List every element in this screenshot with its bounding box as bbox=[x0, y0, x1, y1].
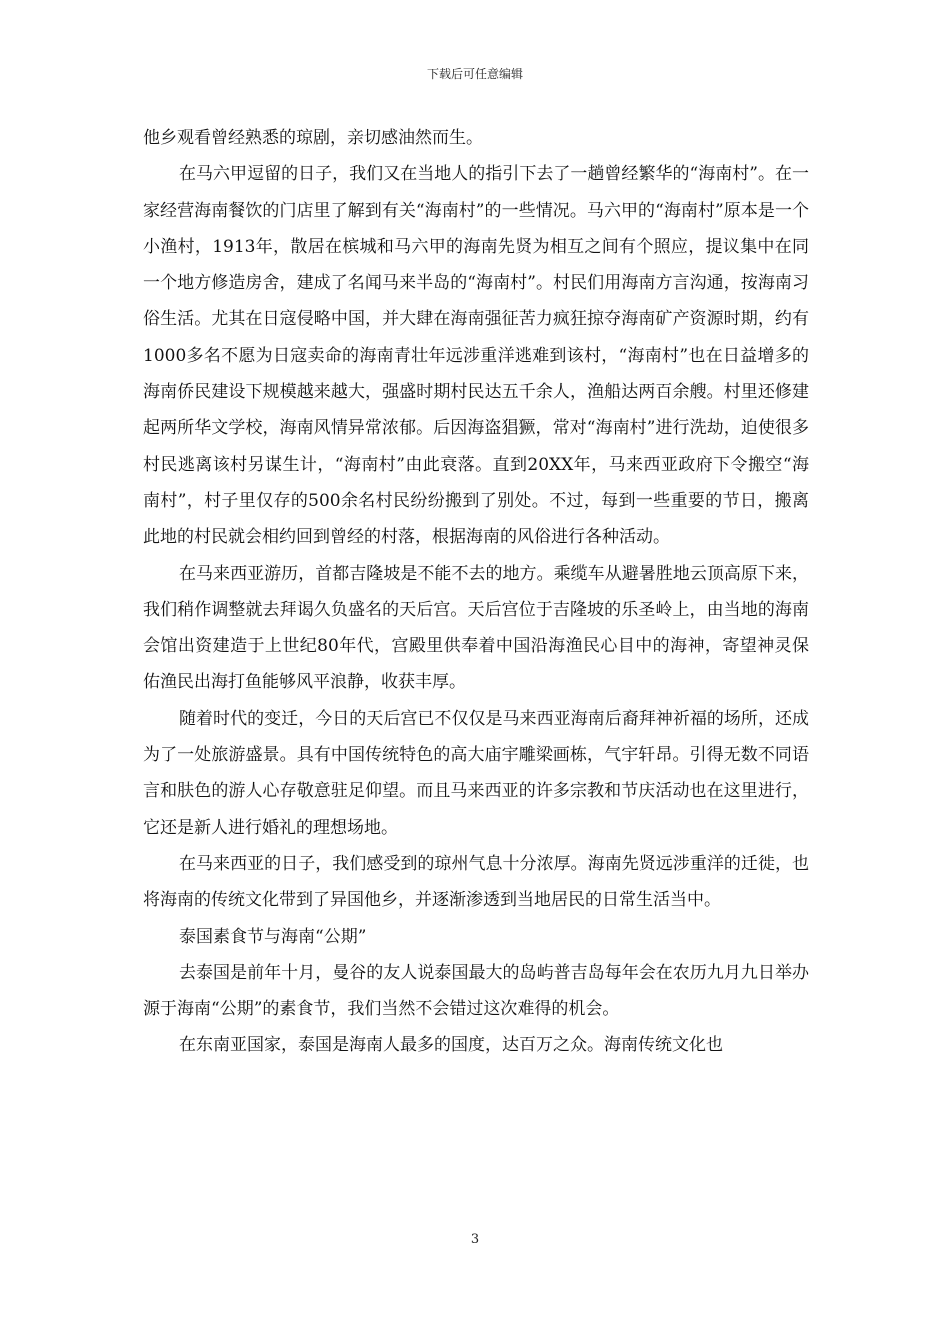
page-header: 下载后可任意编辑 bbox=[426, 67, 523, 81]
paragraph: 在马来西亚的日子，我们感受到的琼州气息十分浓厚。海南先贤远涉重洋的迁徙，也将海南的传统文化带到了异国他乡，并逐渐渗透到当地居民的日常生活当中。 bbox=[143, 853, 809, 911]
document-body bbox=[143, 120, 809, 1064]
paragraph: 在东南亚国家，泰国是海南人最多的国度，达百万之众。海南传统文化也 bbox=[179, 1035, 723, 1056]
paragraph: 在马来西亚游历，首都吉隆坡是不能不去的地方。乘缆车从避暑胜地云顶高原下来，我们稍作调整就去拜谒久负盛名的天后宫。天后宫位于吉隆坡的乐圣岭上，由当地的海南会馆出资建造于上世纪80年代，宫殿里供奉着中国沿海渔民心目中的海神，寄望神灵保佑渔民出海打鱼能够风平浪静，收获丰厚。 bbox=[143, 563, 809, 693]
paragraph: 他乡观看曾经熟悉的琼剧，亲切感油然而生。 bbox=[143, 128, 483, 148]
page-number: 3 bbox=[470, 1232, 480, 1247]
paragraph: 在马六甲逗留的日子，我们又在当地人的指引下去了一趟曾经繁华的“海南村”。在一家经营海南餐饮的门店里了解到有关“海南村”的一些情况。马六甲的“海南村”原本是一个小渔村，1913年，散居在槟城和马六甲的海南先贤为相互之间有个照应，提议集中在同一个地方修造房舍，建成了名闻马来半岛的“海南村”。村民们用海南方言沟通，按海南习俗生活。尤其在日寇侵略中国，并大肆在海南强征苦力疯狂掠夺海南矿产资源时期，约有1000多名不愿为日寇卖命的海南青壮年远涉重洋逃难到该村，“海南村”也在日益增多的海南侨民建设下规模越来越大，强盛时期村民达五千余人，渔船达两百余艘。村里还修建起两所华文学校，海南风情异常浓郁。后因海盗猖獗，常对“海南村”进行洗劫，迫使很多村民逃离该村另谋生计，“海南村”由此衰落。直到20XX年，马来西亚政府下令搬空“海南村”，村子里仅存的500余名村民纷纷搬到了别处。不过，每到一些重要的节日，搬离此地的村民就会相约回到曾经的村落，根据海南的风俗进行各种活动。 bbox=[143, 164, 809, 548]
paragraph: 去泰国是前年十月，曼谷的友人说泰国最大的岛屿普吉岛每年会在农历九月九日举办源于海南“公期”的素食节，我们当然不会错过这次难得的机会。 bbox=[143, 962, 809, 1020]
paragraph: 随着时代的变迁，今日的天后宫已不仅仅是马来西亚海南后裔拜神祈福的场所，还成为了一处旅游盛景。具有中国传统特色的高大庙宇雕梁画栋，气宇轩昂。引得无数不同语言和肤色的游人心存敬意驻足仰望。而且马来西亚的许多宗教和节庆活动也在这里进行，它还是新人进行婚礼的理想场地。 bbox=[143, 708, 809, 838]
paragraph: 泰国素食节与海南“公期” bbox=[179, 926, 367, 947]
